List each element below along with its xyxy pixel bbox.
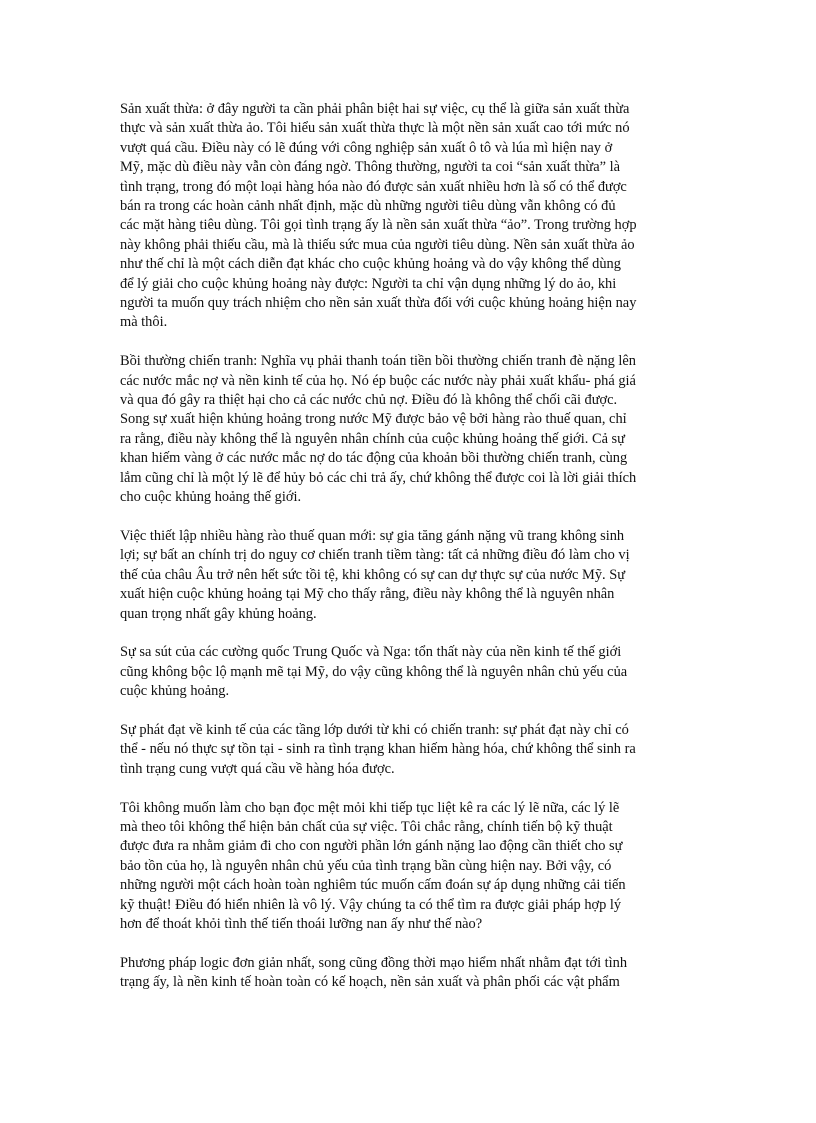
text-line: Bồi thường chiến tranh: Nghĩa vụ phải thanh toán tiền bồi thường chiến tranh đè nặng lên — [120, 353, 636, 370]
text-line: vượt quá cầu. Điều này có lẽ đúng với công nghiệp sản xuất ô tô và lúa mì hiện nay ở — [120, 139, 613, 156]
text-line: được đưa ra nhằm giảm đi cho con người phần lớn gánh nặng lao động cần thiết cho sự — [120, 838, 623, 855]
text-line: Sản xuất thừa: ở đây người ta cần phải phân biệt hai sự việc, cụ thể là giữa sản xuất thừa — [120, 101, 630, 117]
text-line: trạng ấy, là nền kinh tế hoàn toàn có kế hoạch, nền sản xuất và phân phối các vật phẩm — [120, 974, 620, 991]
text-line: ra rằng, điều này không thể là nguyên nhân chính của cuộc khủng hoảng thế giới. Cả sự — [120, 430, 625, 447]
text-line: xuất hiện cuộc khủng hoảng tại Mỹ cho thấy rằng, điều này không thể là nguyên nhân — [120, 586, 615, 603]
paragraph — [120, 954, 706, 993]
text-line: quan trọng nhất gây khủng hoảng. — [120, 605, 317, 622]
text-line: khan hiếm vàng ở các nước mắc nợ do tác động của khoản bồi thường chiến tranh, cùng — [120, 450, 628, 467]
text-line: hơn để thoát khỏi tình thế tiến thoái lưỡng nan ấy như thế nào? — [120, 915, 483, 932]
text-line: tình trạng, trong đó một loại hàng hóa nào đó được sản xuất nhiều hơn là số có thể được — [120, 178, 627, 195]
text-line: lợi; sự bất an chính trị do nguy cơ chiến tranh tiềm tàng: tất cả những điều đó làm cho vị — [120, 547, 630, 564]
text-line: cũng không bộc lộ mạnh mẽ tại Mỹ, do vậy cũng không thể là nguyên nhân chủ yếu của — [120, 663, 628, 680]
text-line: Sự sa sút của các cường quốc Trung Quốc và Nga: tổn thất này của nền kinh tế thế giới — [120, 644, 622, 661]
paragraph — [120, 527, 706, 624]
text-line: những người một cách hoàn toàn nghiêm túc muốn cấm đoán sự áp dụng những cải tiến — [120, 877, 626, 894]
text-line: các mặt hàng tiêu dùng. Tôi gọi tình trạng ấy là nền sản xuất thừa “ảo”. Trong trường hợp — [120, 217, 637, 234]
text-line: cho cuộc khủng hoảng thế giới. — [120, 489, 302, 506]
paragraph — [120, 100, 706, 333]
text-line: và qua đó gây ra thiệt hại cho cả các nước chủ nợ. Điều đó là không thể chối cãi được. — [120, 392, 618, 409]
text-line: thực và sản xuất thừa ảo. Tôi hiểu sản xuất thừa thực là một nền sản xuất cao tới mức nó — [120, 120, 630, 137]
text-line: cuộc khủng hoảng. — [120, 683, 230, 700]
paragraph — [120, 643, 706, 701]
text-line: bán ra trong các hoàn cảnh nhất định, mặc dù những người tiêu dùng vẫn không có đủ — [120, 198, 616, 215]
text-line: mà thôi. — [120, 314, 168, 331]
text-line: Tôi không muốn làm cho bạn đọc mệt mỏi khi tiếp tục liệt kê ra các lý lẽ nữa, các lý lẽ — [120, 799, 620, 816]
text-line: mà theo tôi không thể hiện bản chất của sự việc. Tôi chắc rằng, chính tiến bộ kỹ thuật — [120, 818, 613, 835]
text-line: bảo tồn của họ, là nguyên nhân chủ yếu của tình trạng bần cùng hiện nay. Bởi vậy, có — [120, 857, 612, 874]
text-line: Việc thiết lập nhiều hàng rào thuế quan mới: sự gia tăng gánh nặng vũ trang không sinh — [120, 527, 625, 544]
text-line: để lý giải cho cuộc khủng hoảng này được: Người ta chỉ vận dụng những lý do ảo, khi — [120, 275, 617, 292]
paragraph — [120, 352, 706, 507]
text-line: Mỹ, mặc dù điều này vẫn còn đáng ngờ. Thông thường, người ta coi “sản xuất thừa” là — [120, 159, 620, 176]
text-line: các nước mắc nợ và nền kinh tế của họ. Nó ép buộc các nước này phải xuất khẩu- phá giá — [120, 372, 636, 389]
text-line: thể - nếu nó thực sự tồn tại - sinh ra tình trạng khan hiếm hàng hóa, chứ không thể sinh ra — [120, 741, 636, 758]
text-line: tình trạng cung vượt quá cầu về hàng hóa được. — [120, 760, 395, 777]
text-line: lắm cũng chỉ là một lý lẽ để hủy bỏ các chi trả ấy, chứ không thể được coi là lời giải thích — [120, 469, 637, 486]
text-line: kỹ thuật! Điều đó hiển nhiên là vô lý. Vậy chúng ta có thể tìm ra được giải pháp hợp lý — [120, 896, 622, 913]
text-line: Song sự xuất hiện khủng hoảng trong nước Mỹ được bảo vệ bởi hàng rào thuế quan, chỉ — [120, 411, 627, 428]
text-line: này không phải thiếu cầu, mà là thiếu sức mua của người tiêu dùng. Nền sản xuất thừa ảo — [120, 236, 635, 253]
text-line: như thế chỉ là một cách diễn đạt khác cho cuộc khủng hoảng và do vậy không thể dùng — [120, 256, 621, 273]
paragraph — [120, 721, 706, 779]
text-line: Sự phát đạt về kinh tế của các tầng lớp dưới từ khi có chiến tranh: sự phát đạt này chỉ có — [120, 721, 629, 738]
text-line: người ta muốn quy trách nhiệm cho nền sản xuất thừa đối với cuộc khủng hoảng hiện nay — [120, 295, 637, 312]
text-line: Phương pháp logic đơn giản nhất, song cũng đồng thời mạo hiểm nhất nhằm đạt tới tình — [120, 954, 628, 971]
document-body — [120, 100, 706, 1012]
paragraph — [120, 799, 706, 935]
text-line: thế của châu Âu trở nên hết sức tồi tệ, khi không có sự can dự thực sự của nước Mỹ. Sự — [120, 566, 626, 583]
